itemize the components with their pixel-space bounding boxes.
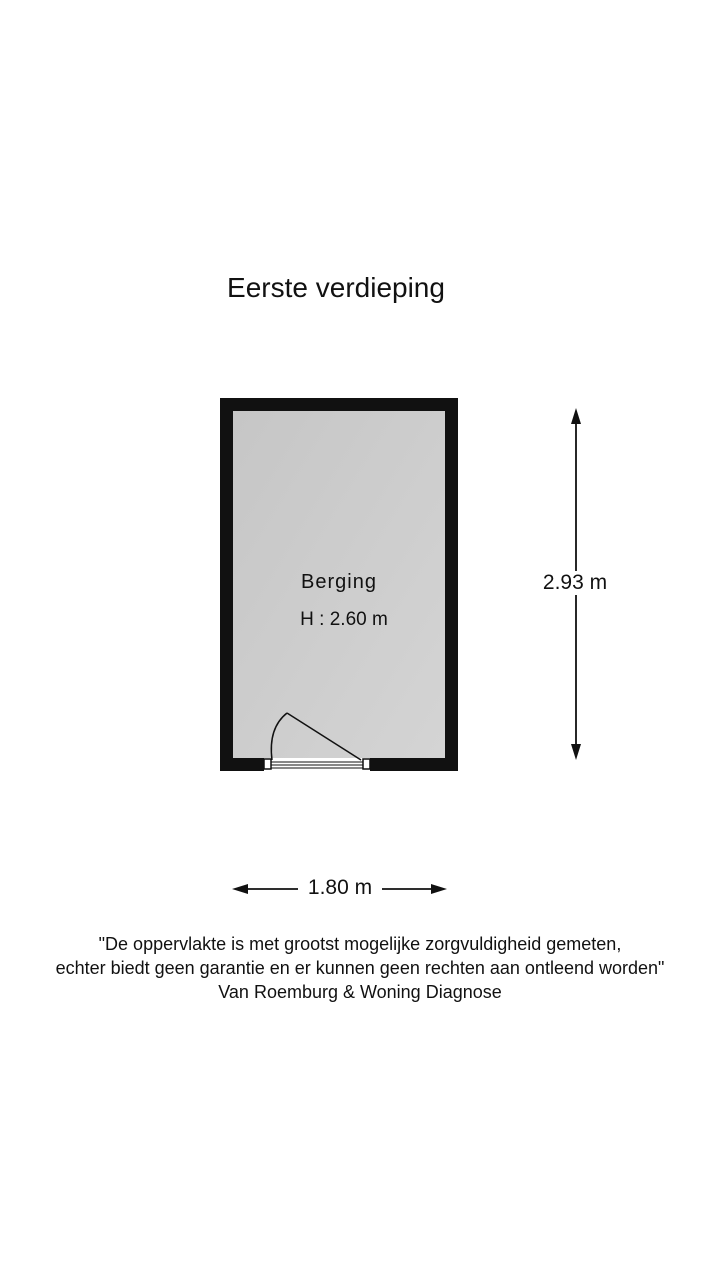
company-name: Van Roemburg & Woning Diagnose [218,982,502,1002]
floor-title: Eerste verdieping [227,272,445,303]
room-length-dimension: 2.93 m [530,571,620,595]
room-width-dimension: 1.80 m [298,876,382,900]
disclaimer [0,932,720,1004]
room-name: Berging [301,571,377,593]
room-height-label: H : 2.60 m [300,609,388,630]
disclaimer-line-1: "De oppervlakte is met grootst mogelijke zorgvuldigheid gemeten, [98,934,622,954]
disclaimer-line-2: echter biedt geen garantie en er kunnen geen rechten aan ontleend worden" [55,958,665,978]
